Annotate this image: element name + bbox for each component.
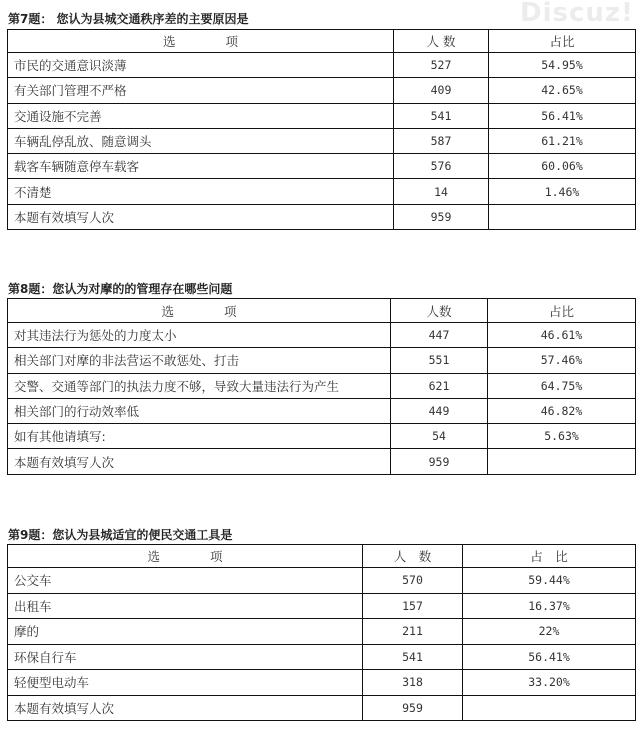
- count-cell: 587: [394, 128, 489, 153]
- table-row: [8, 644, 636, 670]
- option-cell: 本题有效填写人次: [8, 449, 391, 474]
- percent-cell: [463, 695, 636, 721]
- percent-cell: 54.95%: [489, 53, 636, 78]
- option-cell: 交警、交通等部门的执法力度不够，导致大量违法行为产生: [8, 373, 391, 398]
- table-header: [8, 299, 636, 323]
- count-cell: 449: [391, 398, 488, 423]
- table-row: [8, 348, 636, 373]
- table-row: [8, 568, 636, 594]
- percent-cell: 46.61%: [488, 323, 636, 348]
- percent-cell: 33.20%: [463, 670, 636, 696]
- percent-cell: 占比: [488, 299, 636, 323]
- question-9-title: 第9题：您认为县城适宜的便民交通工具是: [8, 528, 233, 542]
- table-row: [8, 204, 636, 229]
- option-cell: 如有其他请填写:: [8, 424, 391, 449]
- count-cell: 570: [363, 568, 463, 594]
- count-cell: 959: [363, 695, 463, 721]
- count-cell: 541: [363, 644, 463, 670]
- option-cell: 本题有效填写人次: [8, 204, 394, 229]
- table-row: [8, 398, 636, 423]
- count-cell: 527: [394, 53, 489, 78]
- table-row: [8, 128, 636, 153]
- percent-cell: 16.37%: [463, 593, 636, 619]
- option-cell: 轻便型电动车: [8, 670, 363, 696]
- percent-cell: 60.06%: [489, 154, 636, 179]
- percent-cell: 64.75%: [488, 373, 636, 398]
- option-cell: 载客车辆随意停车载客: [8, 154, 394, 179]
- option-cell: 出租车: [8, 593, 363, 619]
- percent-cell: 59.44%: [463, 568, 636, 594]
- percent-cell: 42.65%: [489, 78, 636, 103]
- table-row: [8, 53, 636, 78]
- count-cell: 959: [394, 204, 489, 229]
- count-cell: 576: [394, 154, 489, 179]
- option-cell: 本题有效填写人次: [8, 695, 363, 721]
- percent-cell: 占比: [489, 30, 636, 53]
- table-row: [8, 179, 636, 204]
- percent-cell: 占 比: [463, 545, 636, 568]
- count-cell: 318: [363, 670, 463, 696]
- table-header: [8, 30, 636, 53]
- table-row: [8, 449, 636, 474]
- percent-cell: 61.21%: [489, 128, 636, 153]
- question-7-title: 第7题： 您认为县城交通秩序差的主要原因是: [8, 12, 249, 26]
- count-cell: 541: [394, 103, 489, 128]
- table-row: [8, 593, 636, 619]
- count-cell: 54: [391, 424, 488, 449]
- option-cell: 不清楚: [8, 179, 394, 204]
- table-row: [8, 323, 636, 348]
- percent-cell: 56.41%: [463, 644, 636, 670]
- count-cell: 551: [391, 348, 488, 373]
- table-row: [8, 619, 636, 645]
- option-cell: 摩的: [8, 619, 363, 645]
- percent-cell: 56.41%: [489, 103, 636, 128]
- count-cell: 14: [394, 179, 489, 204]
- count-cell: 409: [394, 78, 489, 103]
- option-cell: 有关部门管理不严格: [8, 78, 394, 103]
- count-cell: 959: [391, 449, 488, 474]
- table-header: [8, 545, 636, 568]
- question-7-table: [7, 29, 636, 230]
- percent-cell: 5.63%: [488, 424, 636, 449]
- option-cell: 选 项: [8, 545, 363, 568]
- percent-cell: 1.46%: [489, 179, 636, 204]
- percent-cell: 46.82%: [488, 398, 636, 423]
- watermark: Discuz!: [520, 0, 634, 28]
- count-cell: 211: [363, 619, 463, 645]
- question-8-table: [7, 298, 636, 475]
- option-cell: 市民的交通意识淡薄: [8, 53, 394, 78]
- count-cell: 人 数: [363, 545, 463, 568]
- table-row: [8, 373, 636, 398]
- option-cell: 相关部门的行动效率低: [8, 398, 391, 423]
- percent-cell: [488, 449, 636, 474]
- count-cell: 157: [363, 593, 463, 619]
- count-cell: 447: [391, 323, 488, 348]
- question-9-table: [7, 544, 636, 721]
- option-cell: 选 项: [8, 30, 394, 53]
- table-row: [8, 670, 636, 696]
- percent-cell: 22%: [463, 619, 636, 645]
- option-cell: 公交车: [8, 568, 363, 594]
- table-row: [8, 154, 636, 179]
- count-cell: 621: [391, 373, 488, 398]
- table-row: [8, 424, 636, 449]
- option-cell: 相关部门对摩的非法营运不敢惩处、打击: [8, 348, 391, 373]
- percent-cell: 57.46%: [488, 348, 636, 373]
- option-cell: 车辆乱停乱放、随意调头: [8, 128, 394, 153]
- table-row: [8, 78, 636, 103]
- option-cell: 选 项: [8, 299, 391, 323]
- option-cell: 环保自行车: [8, 644, 363, 670]
- option-cell: 交通设施不完善: [8, 103, 394, 128]
- percent-cell: [489, 204, 636, 229]
- count-cell: 人数: [391, 299, 488, 323]
- option-cell: 对其违法行为惩处的力度太小: [8, 323, 391, 348]
- table-row: [8, 695, 636, 721]
- count-cell: 人 数: [394, 30, 489, 53]
- question-8-title: 第8题：您认为对摩的的管理存在哪些问题: [8, 282, 233, 296]
- table-row: [8, 103, 636, 128]
